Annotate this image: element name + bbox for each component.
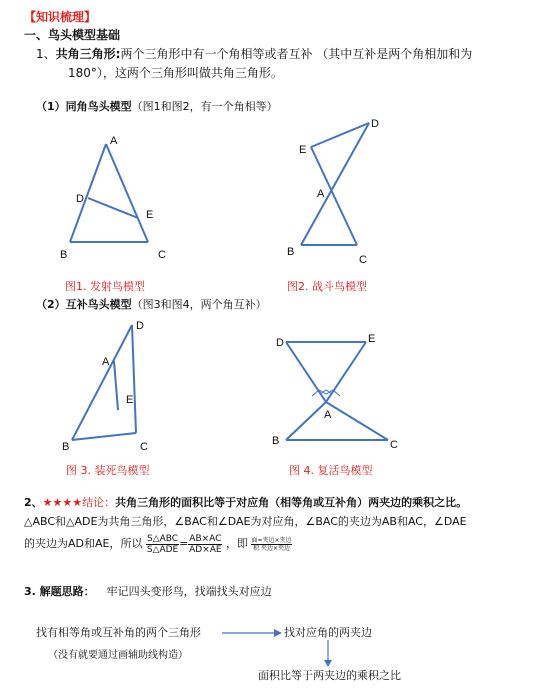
knowledge-title: 【知识梳理】	[24, 10, 97, 24]
figure-3-diagram	[60, 315, 180, 455]
fig4-side-ea	[326, 342, 366, 402]
figure-3-caption: 图 3. 装死鸟模型	[66, 464, 150, 477]
conclusion-label: 结论：	[82, 496, 116, 509]
fig4-label-c: C	[390, 439, 398, 451]
fig4-side-da	[286, 342, 326, 402]
fig2-label-e: E	[299, 144, 307, 156]
fig3-side-db	[72, 325, 132, 440]
conclusion-line-2: △ABC和△ADE为共角三角形，∠BAC和∠DAE为对应角，∠BAC的夹边为AB和AC，∠DAE	[24, 515, 467, 528]
fig3-label-a: A	[102, 356, 110, 368]
short-form-num-a: 面	[251, 536, 258, 544]
fig1-label-b: B	[60, 249, 68, 261]
intro-line-1	[36, 45, 472, 62]
section-heading: 一、鸟头模型基础	[24, 28, 121, 42]
model1-heading	[36, 98, 278, 114]
intro-number: 1、	[36, 47, 56, 61]
flow-down-arrow	[322, 640, 334, 668]
model2-heading	[36, 296, 267, 312]
area-ratio-denominator: S△ADE	[146, 544, 179, 555]
fig1-label-c: C	[158, 249, 166, 261]
fig2-side-de	[311, 123, 369, 147]
solution-heading: 3. 解题思路：	[24, 585, 95, 598]
short-form-formula	[251, 537, 291, 552]
flow-arrow	[222, 627, 282, 639]
short-form-numerator	[251, 537, 291, 545]
fig3-side-ae	[114, 361, 118, 410]
area-ratio-fraction	[146, 534, 179, 555]
fig2-label-a: A	[317, 188, 325, 200]
figure-1-diagram	[60, 130, 200, 265]
star-rating: ★★★★	[42, 496, 83, 509]
figure-2-diagram	[285, 115, 395, 265]
side-product-denominator: AD×AE	[189, 544, 222, 555]
equals-sign: =	[179, 537, 189, 550]
figure-4-caption: 图 4. 复活鸟模型	[289, 464, 373, 477]
fig4-label-a: A	[324, 409, 332, 421]
model1-note: （图1和图2，有一个角相等）	[131, 100, 278, 113]
short-form-den-a: 积	[253, 544, 260, 552]
flow-step-1-note: （没有就要通过画辅助线构造）	[48, 650, 188, 661]
fig3-label-c: C	[140, 441, 148, 453]
fig2-label-d: D	[371, 118, 379, 130]
figure-4-diagram	[272, 330, 412, 450]
intro-text: 两个三角形中有一个角相等或者互补 （其中互补是两个角相加和为	[120, 47, 473, 61]
fig3-label-b: B	[62, 441, 70, 453]
conclusion-text: 共角三角形的面积比等于对应角（相等角或互补角）两夹边的乘积之比。	[115, 496, 468, 509]
intro-term: 共角三角形:	[55, 47, 121, 61]
side-product-fraction	[188, 534, 222, 555]
fig4-label-b: B	[272, 435, 280, 447]
fig4-angle-mark	[312, 390, 340, 396]
side-product-numerator: AB×AC	[189, 533, 222, 544]
area-ratio-numerator: S△ABC	[146, 533, 179, 544]
figure-2-caption: 图2. 战斗鸟模型	[287, 280, 367, 293]
model1-title: （1）同角鸟头模型	[36, 100, 132, 113]
fig3-side-dc	[132, 325, 136, 433]
fig2-label-b: B	[287, 246, 295, 258]
flow-step-1: 找有相等角或互补角的两个三角形	[36, 626, 201, 639]
fig4-side-ac	[326, 402, 388, 440]
fig1-label-d: D	[76, 193, 84, 205]
conclusion-line-3	[24, 532, 292, 556]
conclusion-line-3-text: 的夹边为AD和AE，所以	[24, 537, 143, 550]
fig1-label-a: A	[110, 135, 118, 147]
fig3-label-e: E	[126, 394, 134, 406]
fig3-side-bc	[72, 433, 136, 440]
short-form-num-c: 夹边×夹边	[262, 536, 292, 544]
fig4-label-e: E	[368, 333, 376, 345]
short-form-den-c: 夹边×夹边	[260, 544, 290, 552]
short-form-num-b: =	[257, 536, 263, 544]
figure-1-caption: 图1. 发射鸟模型	[65, 280, 145, 293]
intro-line-2: 180°），这两个三角形叫做共角三角形。	[68, 66, 283, 80]
solution-text: 牢记四头变形鸟，找端找头对应边	[106, 585, 272, 598]
conclusion-number: 2、	[24, 496, 43, 509]
model2-title: （2）互补鸟头模型	[36, 298, 132, 311]
solution-line	[24, 583, 272, 599]
short-form-denominator	[253, 545, 290, 552]
fig2-side-db	[301, 123, 369, 245]
fig4-label-d: D	[276, 337, 284, 349]
fig1-label-e: E	[146, 209, 154, 221]
conclusion-line-1	[24, 494, 467, 510]
conclusion-connector: ，即	[225, 537, 248, 550]
fig3-label-d: D	[136, 320, 144, 332]
fig2-label-c: C	[359, 254, 367, 266]
model2-note: （图3和图4，两个角互补）	[131, 298, 267, 311]
fig1-side-ac	[106, 144, 148, 242]
flow-step-2: 找对应角的两夹边	[284, 626, 372, 639]
flow-step-3: 面积比等于两夹边的乘积之比	[258, 669, 401, 682]
fig4-side-ab	[286, 402, 326, 440]
